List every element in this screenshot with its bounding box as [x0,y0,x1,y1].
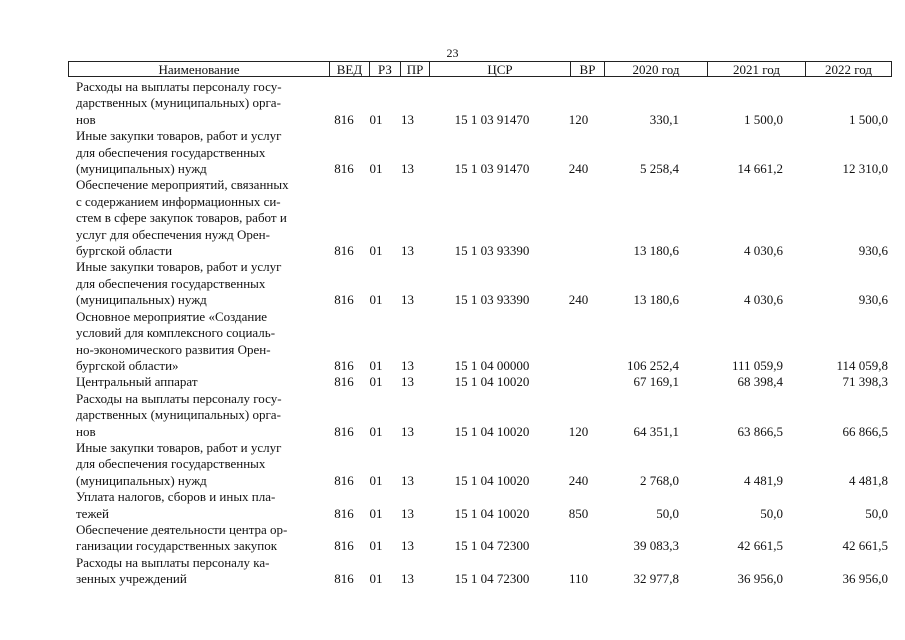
header-csr: ЦСР [430,62,571,76]
csr-cell: 15 1 04 72300 [454,538,530,554]
pr-cell: 13 [401,423,414,439]
amount-2022-cell: 50,0 [865,505,888,521]
row-name-line: Иные закупки товаров, работ и услуг [76,259,282,275]
pr-cell: 13 [401,571,414,587]
header-rz: РЗ [370,62,401,76]
amount-2020-cell: 64 351,1 [633,423,679,439]
amount-2020-cell: 39 083,3 [633,538,679,554]
row-name [76,177,328,259]
row-name-line: дарственных (муниципальных) орга- [76,407,281,423]
table-row [76,391,888,440]
row-name [76,440,328,489]
vr-cell: 240 [568,472,589,488]
page-number: 23 [446,46,459,60]
row-name-line: нов [76,111,96,127]
vr-cell: 110 [568,571,589,587]
amount-2022-cell: 114 059,8 [836,357,888,373]
amount-2021-cell: 1 500,0 [744,111,783,127]
rz-cell: 01 [369,472,383,488]
row-name-line: дарственных (муниципальных) орга- [76,95,281,111]
amount-2020-cell: 13 180,6 [633,292,679,308]
table-row [76,79,888,128]
pr-cell: 13 [401,292,414,308]
ved-cell: 816 [334,505,354,521]
amount-2020-cell: 2 768,0 [640,472,679,488]
pr-cell: 13 [401,374,414,390]
header-year-2022: 2022 год [825,62,872,76]
ved-cell: 816 [334,111,354,127]
row-name-line: Обеспечение мероприятий, связанных [76,177,289,193]
table-row [76,128,888,177]
amount-2022-cell: 36 956,0 [842,571,888,587]
header-pr: ПР [401,62,430,76]
csr-cell: 15 1 04 10020 [454,423,530,439]
row-name-line: Расходы на выплаты персоналу ка- [76,554,270,570]
row-name-line: тежей [76,505,109,521]
csr-cell: 15 1 04 10020 [454,472,530,488]
rz-cell: 01 [369,538,383,554]
amount-2020-cell: 330,1 [649,111,679,127]
row-name-line: Расходы на выплаты персоналу госу- [76,390,282,406]
row-name-line: стем в сфере закупок товаров, работ и [76,210,287,226]
rz-cell: 01 [369,423,383,439]
vr-cell: 240 [568,292,589,308]
rz-cell: 01 [369,292,383,308]
row-name-line: (муниципальных) нужд [76,292,207,308]
rz-cell: 01 [369,374,383,390]
row-name-line: для обеспечения государственных [76,275,266,291]
rz-cell: 01 [369,357,383,373]
row-name-line: с содержанием информационных си- [76,193,281,209]
amount-2022-cell: 930,6 [858,292,888,308]
amount-2021-cell: 42 661,5 [737,538,783,554]
amount-2020-cell: 32 977,8 [633,571,679,587]
amount-2022-cell: 4 481,8 [849,472,888,488]
row-name-line: для обеспечения государственных [76,144,266,160]
row-name-line: Иные закупки товаров, работ и услуг [76,128,282,144]
pr-cell: 13 [401,243,414,259]
table-row [76,177,888,259]
row-name-line: ганизации государственных закупок [76,538,278,554]
pr-cell: 13 [401,357,414,373]
table-row [76,374,888,390]
ved-cell: 816 [334,538,354,554]
amount-2021-cell: 63 866,5 [737,423,783,439]
ved-cell: 816 [334,472,354,488]
amount-2022-cell: 66 866,5 [842,423,888,439]
table-row [76,440,888,489]
pr-cell: 13 [401,538,414,554]
csr-cell: 15 1 03 91470 [454,111,530,127]
rz-cell: 01 [369,571,383,587]
header-year-2021: 2021 год [708,62,806,76]
row-name-line: Иные закупки товаров, работ и услуг [76,439,282,455]
table-body [76,79,888,588]
row-name-line: Центральный аппарат [76,374,198,390]
amount-2021-cell: 36 956,0 [737,571,783,587]
row-name-line: но-экономического развития Орен- [76,341,271,357]
csr-cell: 15 1 03 93390 [454,243,530,259]
ved-cell: 816 [334,423,354,439]
ved-cell: 816 [334,161,354,177]
table-row [76,489,888,522]
header-ved: ВЕД [330,62,370,76]
row-name [76,374,328,390]
csr-cell: 15 1 03 91470 [454,161,530,177]
row-name-line: для обеспечения государственных [76,456,266,472]
amount-2021-cell: 14 661,2 [737,161,783,177]
row-name [76,79,328,128]
amount-2021-cell: 111 059,9 [731,357,783,373]
row-name-line: (муниципальных) нужд [76,472,207,488]
row-name-line: Расходы на выплаты персоналу госу- [76,79,282,94]
pr-cell: 13 [401,505,414,521]
ved-cell: 816 [334,571,354,587]
rz-cell: 01 [369,161,383,177]
row-name [76,391,328,440]
table-row [76,309,888,375]
row-name-line: Уплата налогов, сборов и иных пла- [76,489,276,505]
table-row [76,259,888,308]
pr-cell: 13 [401,111,414,127]
vr-cell: 120 [568,111,589,127]
amount-2022-cell: 1 500,0 [849,111,888,127]
row-name-line: Обеспечение деятельности центра ор- [76,521,288,537]
header-name: Наименование [69,62,330,76]
amount-2021-cell: 68 398,4 [737,374,783,390]
pr-cell: 13 [401,472,414,488]
amount-2021-cell: 4 030,6 [744,243,783,259]
csr-cell: 15 1 04 10020 [454,374,530,390]
pr-cell: 13 [401,161,414,177]
ved-cell: 816 [334,357,354,373]
table-row [76,522,888,555]
rz-cell: 01 [369,111,383,127]
row-name [76,555,328,588]
row-name [76,309,328,375]
amount-2020-cell: 106 252,4 [627,357,679,373]
amount-2022-cell: 12 310,0 [842,161,888,177]
ved-cell: 816 [334,292,354,308]
csr-cell: 15 1 04 00000 [454,357,530,373]
table-header [68,61,892,77]
csr-cell: 15 1 03 93390 [454,292,530,308]
header-vr: ВР [571,62,605,76]
amount-2021-cell: 4 481,9 [744,472,783,488]
csr-cell: 15 1 04 10020 [454,505,530,521]
amount-2020-cell: 13 180,6 [633,243,679,259]
csr-cell: 15 1 04 72300 [454,571,530,587]
row-name [76,489,328,522]
row-name-line: нов [76,423,96,439]
vr-cell: 850 [568,505,589,521]
row-name [76,259,328,308]
rz-cell: 01 [369,505,383,521]
row-name [76,522,328,555]
amount-2021-cell: 50,0 [760,505,783,521]
amount-2020-cell: 50,0 [656,505,679,521]
amount-2022-cell: 42 661,5 [842,538,888,554]
row-name-line: зенных учреждений [76,571,187,587]
amount-2021-cell: 4 030,6 [744,292,783,308]
amount-2020-cell: 67 169,1 [633,374,679,390]
ved-cell: 816 [334,374,354,390]
amount-2020-cell: 5 258,4 [640,161,679,177]
table-row [76,555,888,588]
amount-2022-cell: 930,6 [858,243,888,259]
row-name-line: бургской области [76,243,173,259]
row-name-line: условий для комплексного социаль- [76,325,276,341]
row-name-line: бургской области» [76,357,179,373]
amount-2022-cell: 71 398,3 [842,374,888,390]
ved-cell: 816 [334,243,354,259]
vr-cell: 240 [568,161,589,177]
header-year-2020: 2020 год [605,62,708,76]
vr-cell: 120 [568,423,589,439]
row-name [76,128,328,177]
rz-cell: 01 [369,243,383,259]
row-name-line: услуг для обеспечения нужд Орен- [76,226,270,242]
row-name-line: Основное мероприятие «Создание [76,308,268,324]
row-name-line: (муниципальных) нужд [76,161,207,177]
